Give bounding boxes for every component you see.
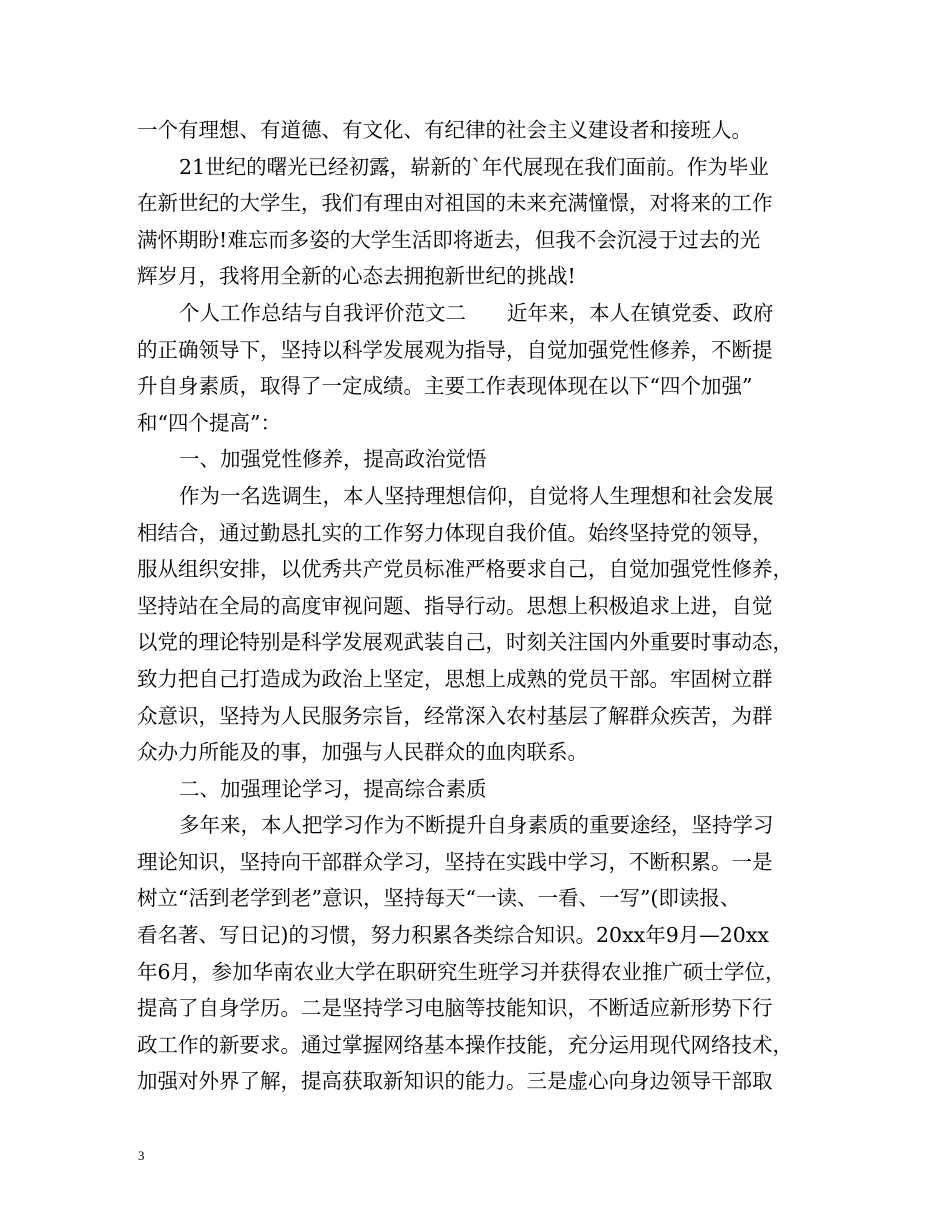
text-line: 一、加强党性修养，提高政治觉悟 (179, 447, 487, 472)
text-line: 看名著、写日记)的习惯，努力积累各类综合知识。20xx年9月—20xx (137, 923, 769, 948)
text-line: 树立“活到老学到老”意识，坚持每天“一读、一看、一写”(即读报、 (137, 886, 741, 911)
text-line: 满怀期盼!难忘而多姿的大学生活即将逝去，但我不会沉浸于过去的光 (137, 227, 761, 252)
text-line: 21世纪的曙光已经初露，崭新的`年代展现在我们面前。作为毕业 (179, 154, 769, 179)
text-line: 相结合，通过勤恳扎实的工作努力体现自我价值。始终坚持党的领导， (137, 520, 773, 545)
text-line: 加强对外界了解，提高获取新知识的能力。三是虚心向身边领导干部取 (137, 1069, 773, 1094)
text-line: 个人工作总结与自我评价范文二 近年来，本人在镇党委、政府 (179, 300, 774, 325)
text-line: 的正确领导下，坚持以科学发展观为指导，自觉加强党性修养，不断提 (137, 337, 773, 362)
text-line: 以党的理论特别是科学发展观武装自己，时刻关注国内外重要时事动态， (137, 630, 793, 655)
text-line: 年6月，参加华南农业大学在职研究生班学习并获得农业推广硕士学位， (137, 959, 786, 984)
document-body (137, 112, 817, 1100)
text-line: 服从组织安排，以优秀共产党员标准严格要求自己，自觉加强党性修养， (137, 557, 793, 582)
text-line: 作为一名选调生，本人坚持理想信仰，自觉将人生理想和社会发展 (179, 483, 774, 508)
text-line: 在新世纪的大学生，我们有理由对祖国的未来充满憧憬，对将来的工作 (137, 191, 773, 216)
text-line: 多年来，本人把学习作为不断提升自身素质的重要途经，坚持学习 (179, 813, 774, 838)
text-line: 坚持站在全局的高度审视问题、指导行动。思想上积极追求上进，自觉 (137, 593, 773, 618)
text-line: 政工作的新要求。通过掌握网络基本操作技能，充分运用现代网络技术， (137, 1032, 793, 1057)
page-number: 3 (138, 1148, 145, 1163)
text-line: 理论知识，坚持向干部群众学习，坚持在实践中学习，不断积累。一是 (137, 849, 773, 874)
text-line: 和“四个提高”： (137, 410, 281, 435)
text-line: 提高了自身学历。二是坚持学习电脑等技能知识，不断适应新形势下行 (137, 996, 773, 1021)
text-line: 众意识，坚持为人民服务宗旨，经常深入农村基层了解群众疾苦，为群 (137, 703, 773, 728)
text-line: 众办力所能及的事，加强与人民群众的血肉联系。 (137, 740, 588, 765)
text-line: 二、加强理论学习，提高综合素质 (179, 776, 487, 801)
text-line: 致力把自己打造成为政治上坚定，思想上成熟的党员干部。牢固树立群 (137, 666, 773, 691)
text-line: 辉岁月，我将用全新的心态去拥抱新世纪的挑战! (137, 264, 576, 289)
text-line: 一个有理想、有道德、有文化、有纪律的社会主义建设者和接班人。 (137, 118, 752, 142)
text-line: 升自身素质，取得了一定成绩。主要工作表现体现在以下“四个加强” (137, 374, 753, 399)
